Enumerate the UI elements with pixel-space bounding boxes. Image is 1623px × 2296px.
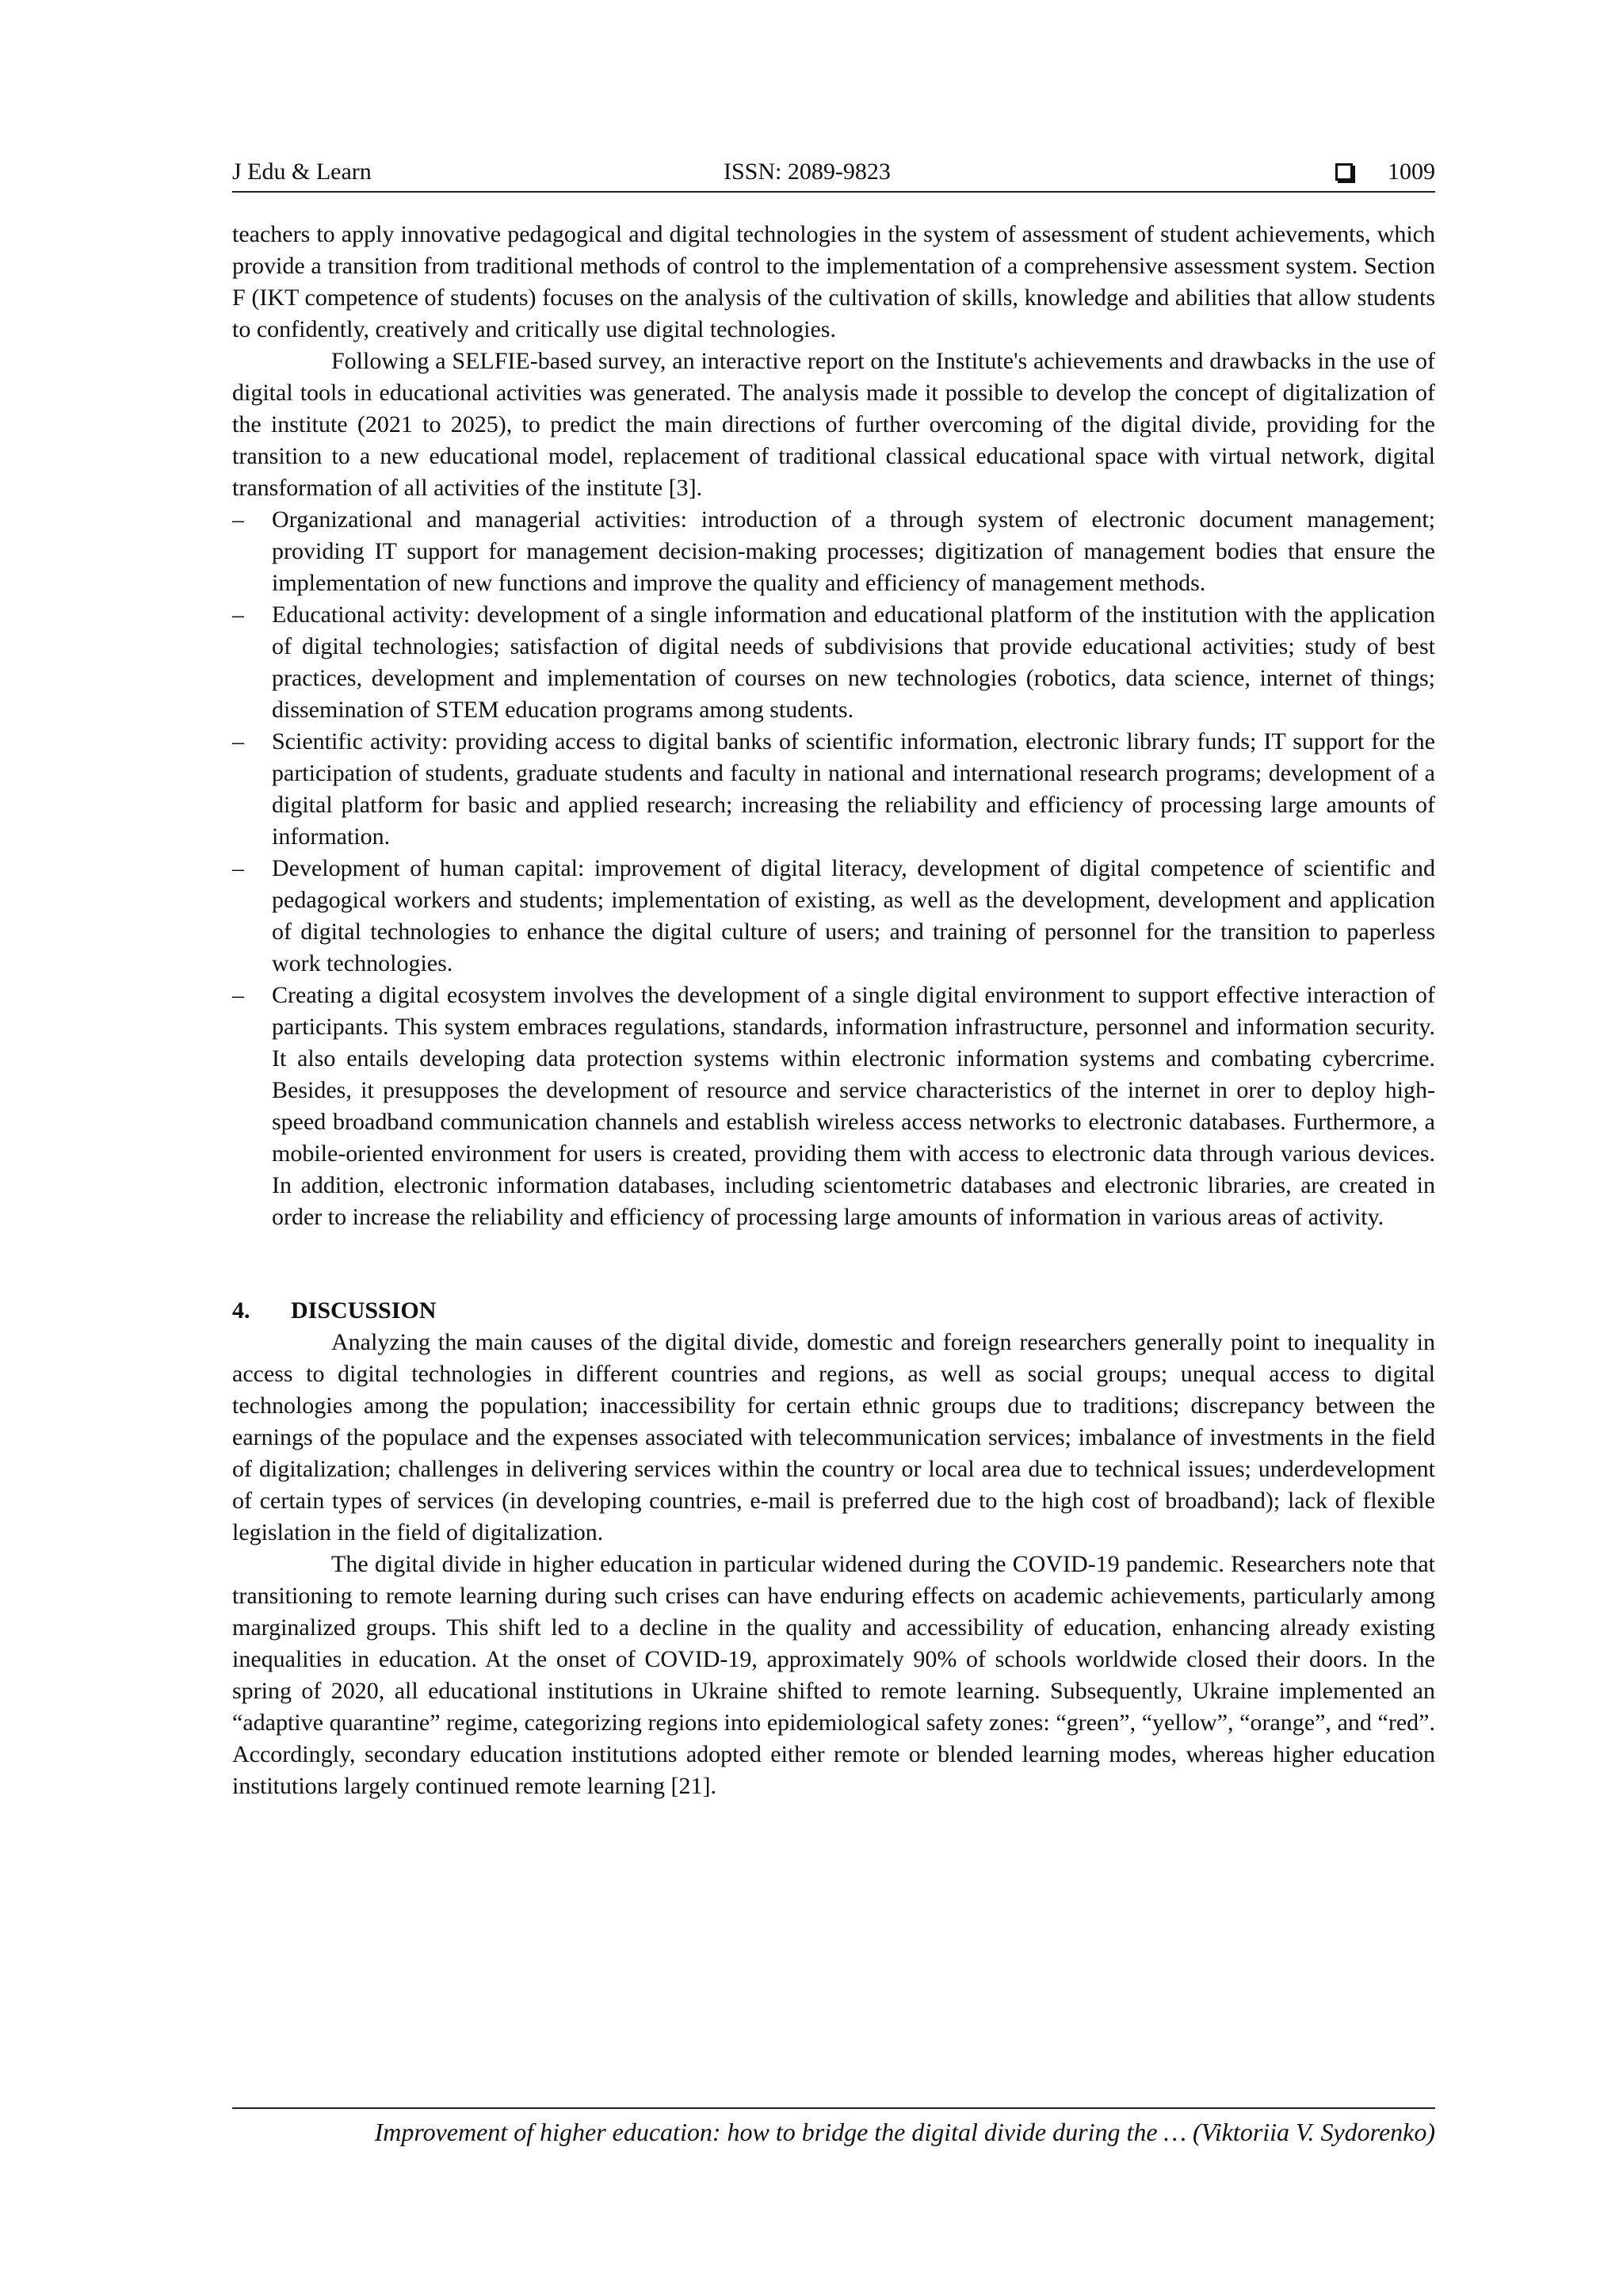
list-item bbox=[232, 980, 1435, 1233]
list-item bbox=[232, 726, 1435, 853]
list-item bbox=[232, 853, 1435, 980]
list-item-text: Creating a digital ecosystem involves the development of a single digital environment to support effective interaction of participants. This system embraces regulations, standards, information infrastructure, personnel and information security. It also entails developing data protection systems within electronic information systems and combating cybercrime. Besides, it presupposes the development of resource and service characteristics of the internet in orer to deploy high-speed broadband communication channels and establish wireless access networks to electronic databases. Furthermore, a mobile-oriented environment for users is created, providing them with access to electronic data through various devices. In addition, electronic information databases, including scientometric databases and electronic libraries, are created in order to increase the reliability and efficiency of processing large amounts of information in various areas of activity. bbox=[272, 982, 1435, 1230]
list-item-text: Scientific activity: providing access to digital banks of scientific information, electronic library funds; IT support for the participation of students, graduate students and faculty in national and international research programs; development of a digital platform for basic and applied research; increasing the reliability and efficiency of processing large amounts of information. bbox=[272, 728, 1435, 850]
paragraph: The digital divide in higher education in particular widened during the COVID-19 pandemic. Researchers note that transitioning to remote learning during such crises can have enduring effects on academic achievements, particularly among marginalized groups. This shift led to a decline in the quality and accessibility of education, enhancing already existing inequalities in education. At the onset of COVID-19, approximately 90% of schools worldwide closed their doors. In the spring of 2020, all educational institutions in Ukraine shifted to remote learning. Subsequently, Ukraine implemented an “adaptive quarantine” regime, categorizing regions into epidemiological safety zones: “green”, “yellow”, “orange”, and “red”. Accordingly, secondary education institutions adopted either remote or blended learning modes, whereas higher education institutions largely continued remote learning [21]. bbox=[232, 1551, 1435, 1799]
dash-marker: – bbox=[232, 602, 244, 628]
body-text bbox=[232, 219, 1435, 1802]
journal-name: J Edu & Learn bbox=[232, 159, 372, 185]
paragraph: Analyzing the main causes of the digital divide, domestic and foreign researchers generally point to inequality in access to digital technologies in different countries and regions, as well as social groups; unequal access to digital technologies among the population; inaccessibility for certain ethnic groups due to traditions; discrepancy between the earnings of the populace and the expenses associated with telecommunication services; imbalance of investments in the field of digitalization; challenges in delivering services within the country or local area due to technical issues; underdevelopment of certain types of services (in developing countries, e-mail is preferred due to the high cost of broadband); lack of flexible legislation in the field of digitalization. bbox=[232, 1329, 1435, 1545]
activity-list bbox=[232, 504, 1435, 1233]
section-number: 4. bbox=[232, 1297, 250, 1324]
dash-marker: – bbox=[232, 728, 244, 755]
page-number: 1009 bbox=[1388, 159, 1435, 185]
running-footer: Improvement of higher education: how to bridge the digital divide during the … (Viktoriia V. Sydorenko) bbox=[374, 2118, 1435, 2146]
list-item bbox=[232, 599, 1435, 726]
paragraph: Following a SELFIE-based survey, an interactive report on the Institute's achievements and drawbacks in the use of digital tools in educational activities was generated. The analysis made it possible to develop the concept of digitalization of the institute (2021 to 2025), to predict the main directions of further overcoming of the digital divide, providing for the transition to a new educational model, replacement of traditional classical educational space with virtual network, digital transformation of all activities of the institute [3]. bbox=[232, 348, 1435, 501]
footer-rule bbox=[232, 2107, 1435, 2109]
list-item bbox=[232, 504, 1435, 599]
dash-marker: – bbox=[232, 506, 244, 533]
issn: ISSN: 2089-9823 bbox=[724, 159, 891, 185]
dash-marker: – bbox=[232, 982, 244, 1008]
paper-page bbox=[232, 0, 1435, 2296]
paragraph: teachers to apply innovative pedagogical and digital technologies in the system of assessment of student achievements, which provide a transition from traditional methods of control to the implementation of a comprehensive assessment system. Section F (IKT competence of students) focuses on the analysis of the cultivation of skills, knowledge and abilities that allow students to confidently, creatively and critically use digital technologies. bbox=[232, 221, 1435, 342]
dash-marker: – bbox=[232, 855, 244, 881]
section-title: DISCUSSION bbox=[291, 1297, 437, 1324]
section-heading bbox=[232, 1295, 1435, 1327]
page-number-block bbox=[1335, 156, 1435, 188]
running-header bbox=[232, 156, 1435, 193]
square-bullet-icon bbox=[1335, 163, 1353, 181]
list-item-text: Organizational and managerial activities: introduction of a through system of electronic document management; providing IT support for management decision-making processes; digitization of management bodies that ensure the implementation of new functions and improve the quality and efficiency of management methods. bbox=[272, 506, 1435, 596]
list-item-text: Development of human capital: improvement of digital literacy, development of digital competence of scientific and pedagogical workers and students; implementation of existing, as well as the development, development and application of digital technologies to enhance the digital culture of users; and training of personnel for the transition to paperless work technologies. bbox=[272, 855, 1435, 976]
list-item-text: Educational activity: development of a single information and educational platform of the institution with the application of digital technologies; satisfaction of digital needs of subdivisions that provide educational activities; study of best practices, development and implementation of courses on new technologies (robotics, data science, internet of things; dissemination of STEM education programs among students. bbox=[272, 602, 1435, 723]
